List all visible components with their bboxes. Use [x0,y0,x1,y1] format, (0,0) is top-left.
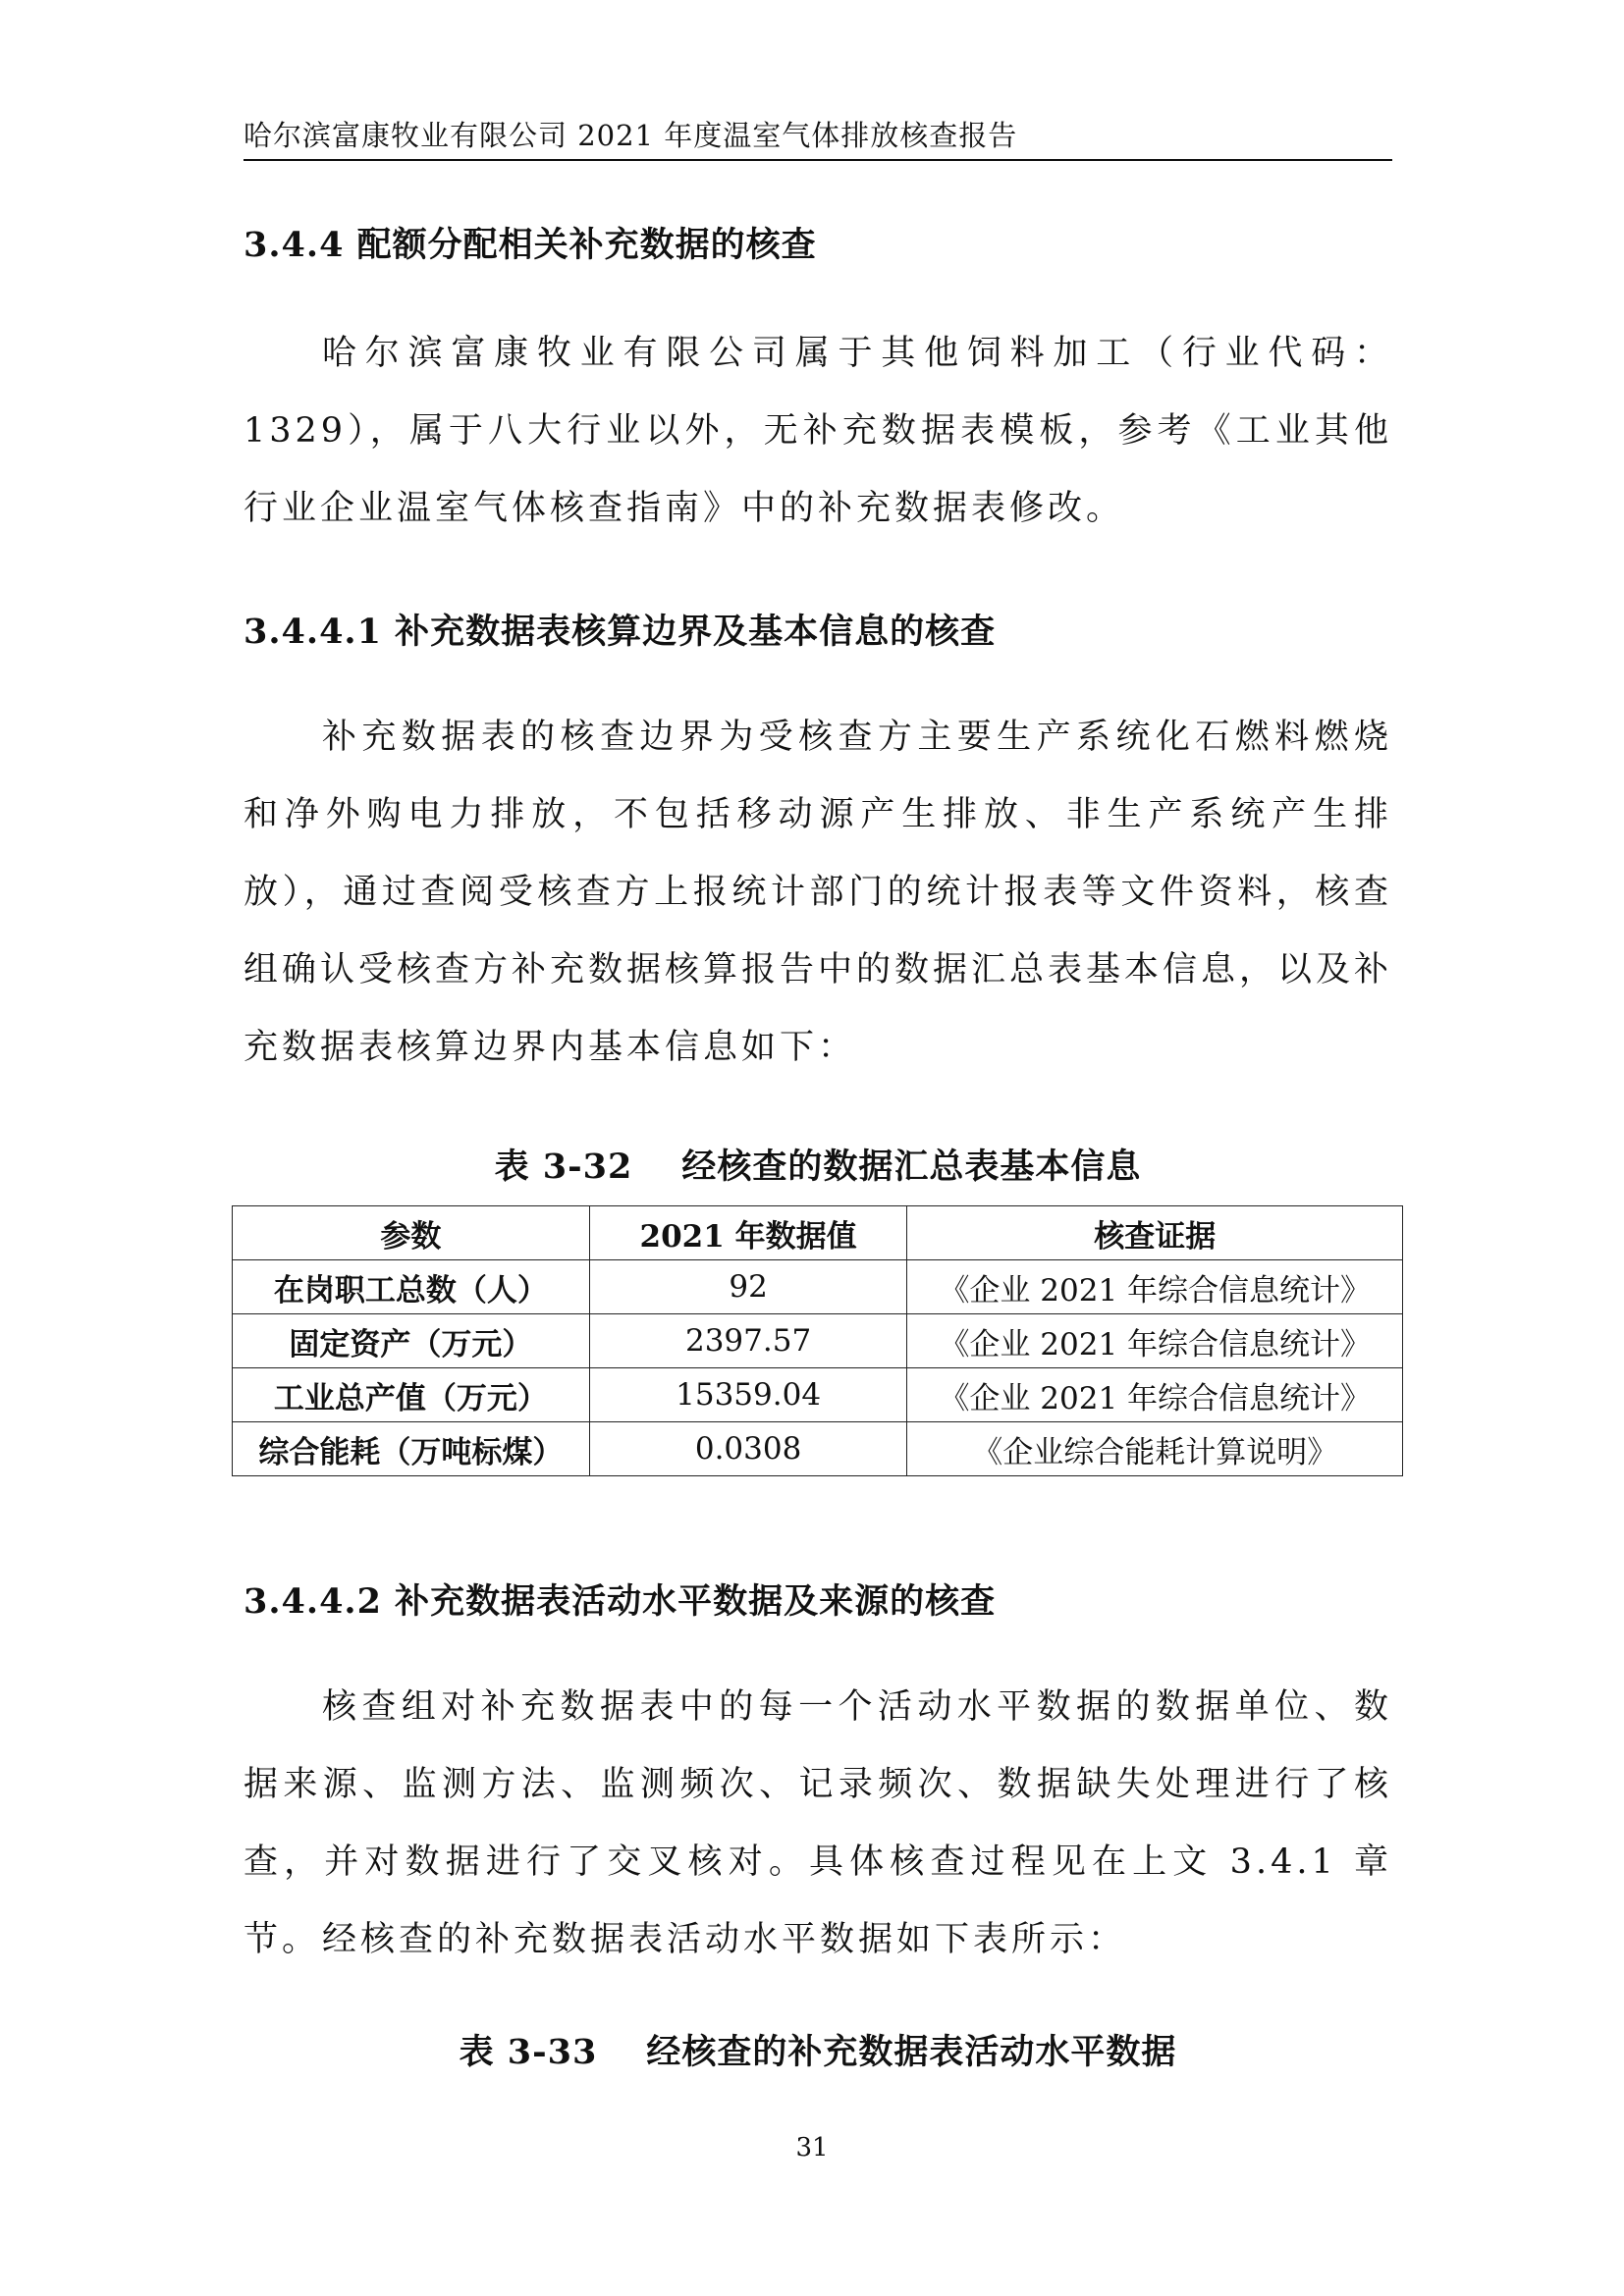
header-value-2021: 2021 年数据值 [589,1206,907,1260]
table-row [233,1314,1403,1368]
param-cell: 固定资产（万元） [233,1314,590,1368]
value-cell: 15359.04 [589,1368,907,1422]
section-heading-3-4-4-2: 3.4.4.2 补充数据表活动水平数据及来源的核查 [244,1581,997,1622]
paragraph-industry: 哈尔滨富康牧业有限公司属于其他饲料加工（行业代码：1329），属于八大行业以外，无补充数据表模板，参考《工业其他行业企业温室气体核查指南》中的补充数据表修改。 [244,334,1392,528]
table-row [233,1422,1403,1476]
table-3-32-number: 表 3-32 [494,1147,633,1187]
running-header: 哈尔滨富康牧业有限公司 2021 年度温室气体排放核查报告 [244,119,1018,152]
value-cell: 0.0308 [589,1422,907,1476]
table-3-32-caption [244,1140,1392,1189]
header-param: 参数 [233,1206,590,1260]
section-heading-3-4-4: 3.4.4 配额分配相关补充数据的核查 [244,225,817,265]
evidence-cell: 《企业综合能耗计算说明》 [907,1422,1403,1476]
section-heading-3-4-4-1: 3.4.4.1 补充数据表核算边界及基本信息的核查 [244,612,997,652]
value-cell: 92 [589,1260,907,1314]
summary-basic-info-table [232,1205,1403,1476]
param-cell: 综合能耗（万吨标煤） [233,1422,590,1476]
param-cell: 在岗职工总数（人） [233,1260,590,1314]
table-3-33-title: 经核查的补充数据表活动水平数据 [646,2032,1177,2072]
table-header-row [233,1206,1403,1260]
header-rule [244,159,1392,161]
evidence-cell: 《企业 2021 年综合信息统计》 [907,1368,1403,1422]
table-row [233,1260,1403,1314]
table-row [233,1368,1403,1422]
value-cell: 2397.57 [589,1314,907,1368]
param-cell: 工业总产值（万元） [233,1368,590,1422]
table-3-33-caption [244,2025,1392,2074]
evidence-cell: 《企业 2021 年综合信息统计》 [907,1314,1403,1368]
page-number: 31 [795,2133,829,2163]
paragraph-activity-check: 核查组对补充数据表中的每一个活动水平数据的数据单位、数据来源、监测方法、监测频次、记录频次、数据缺失处理进行了核查，并对数据进行了交叉核对。具体核查过程见在上文 3.4.1 章节。 [244,1687,1392,1959]
table-3-33-number: 表 3-33 [459,2032,598,2072]
table-3-32-title: 经核查的数据汇总表基本信息 [681,1147,1142,1187]
header-evidence: 核查证据 [907,1206,1403,1260]
paragraph-activity-intro: 经核查的补充数据表活动水平数据如下表所示： [322,1920,1127,1959]
evidence-cell: 《企业 2021 年综合信息统计》 [907,1260,1403,1314]
paragraph-boundary: 补充数据表的核查边界为受核查方主要生产系统化石燃料燃烧和净外购电力排放，不包括移动源产生排放、非生产系统产生排放），通过查阅受核查方上报统计部门的统计报表等文件资料，核查组确认受核查方补充数据核算报告中的数据汇总表基本信息，以及补充数据表核算边界内基本信息如下： [244,718,1393,1067]
